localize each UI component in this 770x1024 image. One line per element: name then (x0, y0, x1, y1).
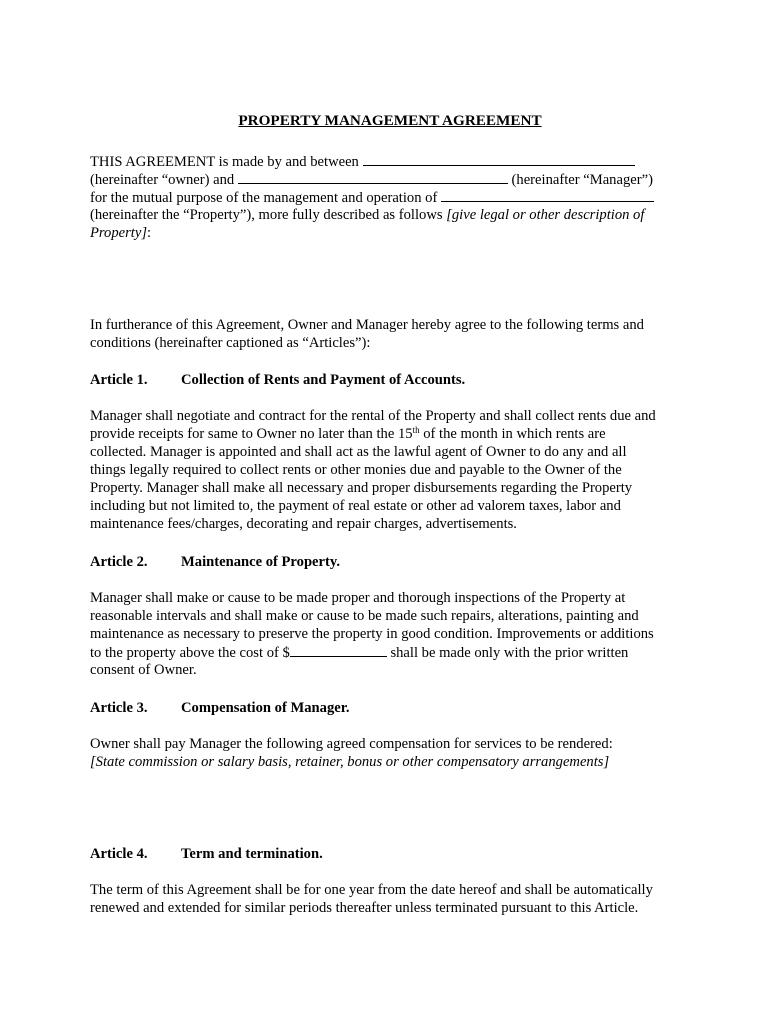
intro-text-2b: (hereinafter “Manager”) (511, 172, 653, 188)
article-1-line-6: including but not limited to, the payment of real estate or other ad valorem taxes, labor and (90, 498, 621, 514)
furtherance-line-1: In furtherance of this Agreement, Owner and Manager hereby agree to the following terms and (90, 317, 644, 333)
article-2-line-3: maintenance as necessary to preserve the property in good condition. Improvements or additions (90, 626, 654, 642)
article-2-title: Maintenance of Property. (181, 554, 341, 570)
article-1-line-4: things legally required to collect rents or other monies due and payable to the Owner of the (90, 462, 622, 478)
intro-line-2 (90, 170, 653, 189)
article-4-heading (90, 845, 323, 863)
document-page (90, 0, 690, 1024)
article-1-line-7: maintenance fees/charges, decorating and repair charges, advertisements. (90, 516, 517, 532)
intro-text-2a: (hereinafter “owner) and (90, 172, 235, 188)
intro-line-4 (90, 206, 644, 224)
document-title: PROPERTY MANAGEMENT AGREEMENT (238, 112, 542, 129)
article-4-number: Article 4. (90, 846, 148, 862)
party-manager-blank[interactable] (238, 170, 508, 184)
article-3-number: Article 3. (90, 700, 148, 716)
article-2-line-4 (90, 643, 628, 662)
article-1-line-1: Manager shall negotiate and contract for the rental of the Property and shall collect rents due and (90, 408, 656, 424)
intro-line-1 (90, 152, 635, 171)
article-1-line-2a: provide receipts for same to Owner no later than the 15 (90, 426, 413, 442)
article-3-line-2: [State commission or salary basis, retainer, bonus or other compensatory arrangements] (90, 754, 610, 770)
article-4-line-1: The term of this Agreement shall be for one year from the date hereof and shall be automatically (90, 882, 653, 898)
article-1-heading (90, 371, 465, 389)
intro-line-5 (90, 224, 151, 242)
intro-text-3: for the mutual purpose of the management and operation of (90, 190, 438, 206)
article-1-line-2 (90, 425, 606, 443)
intro-text-4: (hereinafter the “Property”), more fully described as follows (90, 207, 443, 223)
article-1-title: Collection of Rents and Payment of Accounts. (181, 372, 466, 388)
article-3-line-1: Owner shall pay Manager the following agreed compensation for services to be rendered: (90, 736, 613, 752)
article-2-line-5: consent of Owner. (90, 662, 197, 678)
article-3-heading (90, 699, 350, 717)
intro-text-1: THIS AGREEMENT is made by and between (90, 154, 359, 170)
property-blank[interactable] (441, 188, 654, 202)
furtherance-line-2: conditions (hereinafter captioned as “Articles”): (90, 335, 371, 351)
party-owner-blank[interactable] (363, 152, 635, 166)
article-4-line-2: renewed and extended for similar periods thereafter unless terminated pursuant to this Article. (90, 900, 639, 916)
article-1-number: Article 1. (90, 372, 148, 388)
article-2-heading (90, 553, 340, 571)
intro-colon: : (147, 225, 152, 241)
intro-italic-4: [give legal or other description of (446, 207, 645, 223)
article-4-title: Term and termination. (181, 846, 323, 862)
article-1-line-3: collected. Manager is appointed and shall act as the lawful agent of Owner to do any and all (90, 444, 627, 460)
intro-italic-5: Property] (90, 225, 148, 241)
article-2-line-1: Manager shall make or cause to be made proper and thorough inspections of the Property at (90, 590, 626, 606)
article-1-line-5: Property. Manager shall make all necessary and proper disbursements regarding the Property (90, 480, 633, 496)
cost-limit-blank[interactable] (290, 643, 387, 657)
article-2-line-4b: shall be made only with the prior written (386, 645, 629, 661)
article-3-title: Compensation of Manager. (181, 700, 350, 716)
article-2-line-2: reasonable intervals and shall make or cause to be made such repairs, alterations, painting and (90, 608, 639, 624)
article-2-line-4a: to the property above the cost of $ (90, 645, 290, 661)
article-1-superscript: th (412, 425, 420, 435)
article-1-line-2b: of the month in which rents are (419, 426, 606, 442)
article-2-number: Article 2. (90, 554, 148, 570)
intro-line-3 (90, 188, 654, 207)
